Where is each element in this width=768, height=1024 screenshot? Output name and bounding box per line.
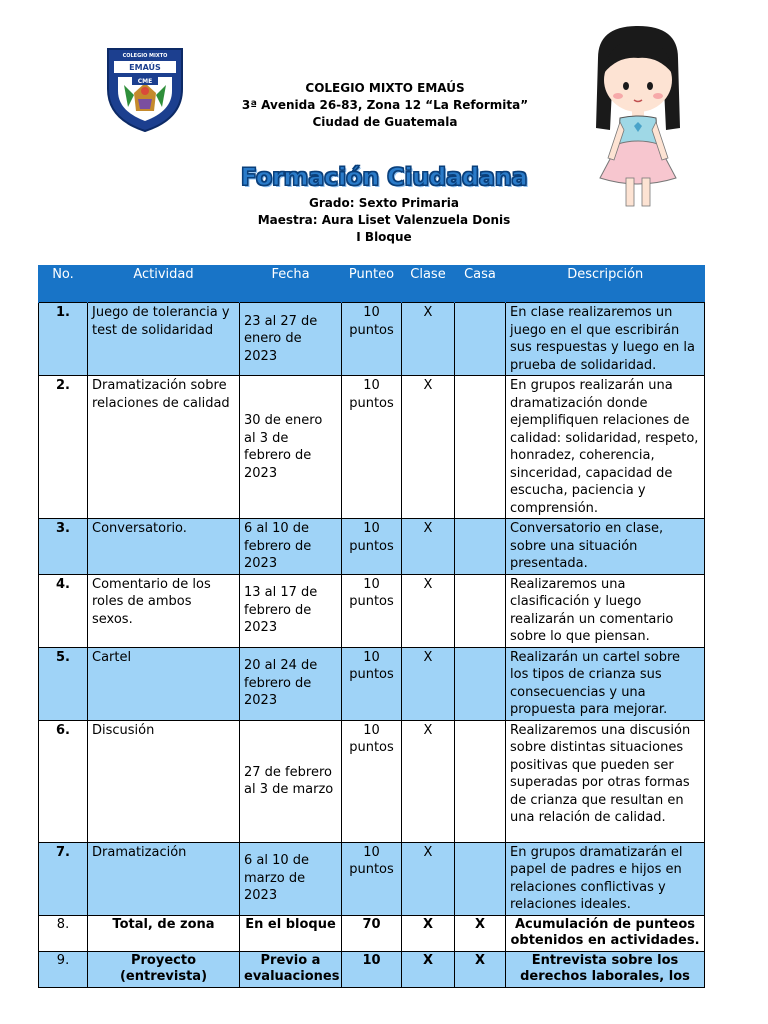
table-row xyxy=(39,519,705,575)
row-clase: X xyxy=(402,915,455,951)
course-title: Formación Ciudadana xyxy=(240,163,528,191)
row-actividad: Dramatización xyxy=(88,842,240,915)
header-punteo: Punteo xyxy=(342,265,402,303)
row-clase: X xyxy=(402,303,455,376)
crest-text-top: COLEGIO MIXTO xyxy=(122,53,168,59)
row-descripcion: En grupos realizarán una dramatización donde ejemplifiquen relaciones de calidad: solidaridad, respeto, honradez, coherencia, sinceridad, capacidad de escucha, paciencia y comprensión. xyxy=(506,376,705,519)
crest-text-middle: EMAÚS xyxy=(129,63,161,72)
row-clase: X xyxy=(402,720,455,842)
row-descripcion: Conversatorio en clase, sobre una situación presentada. xyxy=(506,519,705,575)
row-no: 1. xyxy=(39,303,88,376)
row-fecha: En el bloque xyxy=(240,915,342,951)
row-casa xyxy=(455,376,506,519)
course-grade: Grado: Sexto Primaria xyxy=(309,196,459,210)
school-address: 3ª Avenida 26-83, Zona 12 “La Reformita” xyxy=(241,98,529,112)
row-no: 3. xyxy=(39,519,88,575)
row-punteo: 10 puntos xyxy=(342,720,402,842)
header-casa: Casa xyxy=(455,265,506,303)
header-descripcion: Descripción xyxy=(506,265,705,303)
row-punteo: 10 puntos xyxy=(342,303,402,376)
table-row xyxy=(39,951,705,987)
row-actividad: Conversatorio. xyxy=(88,519,240,575)
row-clase: X xyxy=(402,842,455,915)
table-row xyxy=(39,574,705,647)
row-no: 6. xyxy=(39,720,88,842)
row-actividad: Discusión xyxy=(88,720,240,842)
course-teacher: Maestra: Aura Liset Valenzuela Donis xyxy=(257,213,511,227)
course-block: I Bloque xyxy=(356,230,412,244)
row-fecha: 13 al 17 de febrero de 2023 xyxy=(240,574,342,647)
row-no: 4. xyxy=(39,574,88,647)
row-casa: X xyxy=(455,915,506,951)
row-punteo: 70 xyxy=(342,915,402,951)
row-punteo: 10 puntos xyxy=(342,574,402,647)
table-row xyxy=(39,842,705,915)
row-fecha: 27 de febrero al 3 de marzo xyxy=(240,720,342,842)
school-city: Ciudad de Guatemala xyxy=(312,115,458,129)
row-clase: X xyxy=(402,376,455,519)
row-no: 5. xyxy=(39,647,88,720)
course-info xyxy=(184,195,584,246)
row-fecha: 6 al 10 de marzo de 2023 xyxy=(240,842,342,915)
girl-illustration xyxy=(578,18,698,218)
row-descripcion: Acumulación de punteos obtenidos en actividades. xyxy=(506,915,705,951)
row-fecha: 30 de enero al 3 de febrero de 2023 xyxy=(240,376,342,519)
school-crest-logo xyxy=(104,45,186,133)
row-descripcion: Realizaremos una clasificación y luego realizarán un comentario sobre lo que piensan. xyxy=(506,574,705,647)
row-fecha: 6 al 10 de febrero de 2023 xyxy=(240,519,342,575)
row-actividad: Proyecto (entrevista) xyxy=(88,951,240,987)
row-descripcion: Entrevista sobre los derechos laborales, los xyxy=(506,951,705,987)
row-clase: X xyxy=(402,519,455,575)
row-casa xyxy=(455,519,506,575)
row-casa xyxy=(455,303,506,376)
crest-text-bottom: CME xyxy=(137,78,153,85)
table-row xyxy=(39,647,705,720)
row-punteo: 10 puntos xyxy=(342,647,402,720)
row-actividad: Juego de tolerancia y test de solidaridad xyxy=(88,303,240,376)
row-no: 7. xyxy=(39,842,88,915)
row-clase: X xyxy=(402,647,455,720)
row-casa xyxy=(455,842,506,915)
row-fecha: 23 al 27 de enero de 2023 xyxy=(240,303,342,376)
school-header xyxy=(230,80,540,131)
row-clase: X xyxy=(402,951,455,987)
header-actividad: Actividad xyxy=(88,265,240,303)
row-punteo: 10 xyxy=(342,951,402,987)
row-fecha: Previo a evaluaciones xyxy=(240,951,342,987)
row-actividad: Comentario de los roles de ambos sexos. xyxy=(88,574,240,647)
row-no: 8. xyxy=(39,915,88,951)
row-casa xyxy=(455,574,506,647)
header-clase: Clase xyxy=(402,265,455,303)
row-punteo: 10 puntos xyxy=(342,376,402,519)
school-name: COLEGIO MIXTO EMAÚS xyxy=(305,81,465,95)
row-descripcion: Realizarán un cartel sobre los tipos de crianza sus consecuencias y una propuesta para mejorar. xyxy=(506,647,705,720)
row-clase: X xyxy=(402,574,455,647)
row-casa xyxy=(455,647,506,720)
row-actividad: Dramatización sobre relaciones de calidad xyxy=(88,376,240,519)
row-fecha: 20 al 24 de febrero de 2023 xyxy=(240,647,342,720)
header-fecha: Fecha xyxy=(240,265,342,303)
row-no: 2. xyxy=(39,376,88,519)
row-punteo: 10 puntos xyxy=(342,519,402,575)
row-punteo: 10 puntos xyxy=(342,842,402,915)
table-row xyxy=(39,303,705,376)
row-actividad: Cartel xyxy=(88,647,240,720)
row-descripcion: En clase realizaremos un juego en el que escribirán sus respuestas y luego en la prueba de solidaridad. xyxy=(506,303,705,376)
row-descripcion: En grupos dramatizarán el papel de padres e hijos en relaciones conflictivas y relaciones ideales. xyxy=(506,842,705,915)
row-no: 9. xyxy=(39,951,88,987)
table-row xyxy=(39,376,705,519)
row-descripcion: Realizaremos una discusión sobre distintas situaciones positivas que pueden ser superadas por otras formas de crianza que resultan en una relación de calidad. xyxy=(506,720,705,842)
table-row xyxy=(39,915,705,951)
row-actividad: Total, de zona xyxy=(88,915,240,951)
row-casa xyxy=(455,720,506,842)
header-no: No. xyxy=(39,265,88,303)
activities-table xyxy=(38,265,705,988)
table-header-row xyxy=(39,265,705,303)
row-casa: X xyxy=(455,951,506,987)
table-row xyxy=(39,720,705,842)
